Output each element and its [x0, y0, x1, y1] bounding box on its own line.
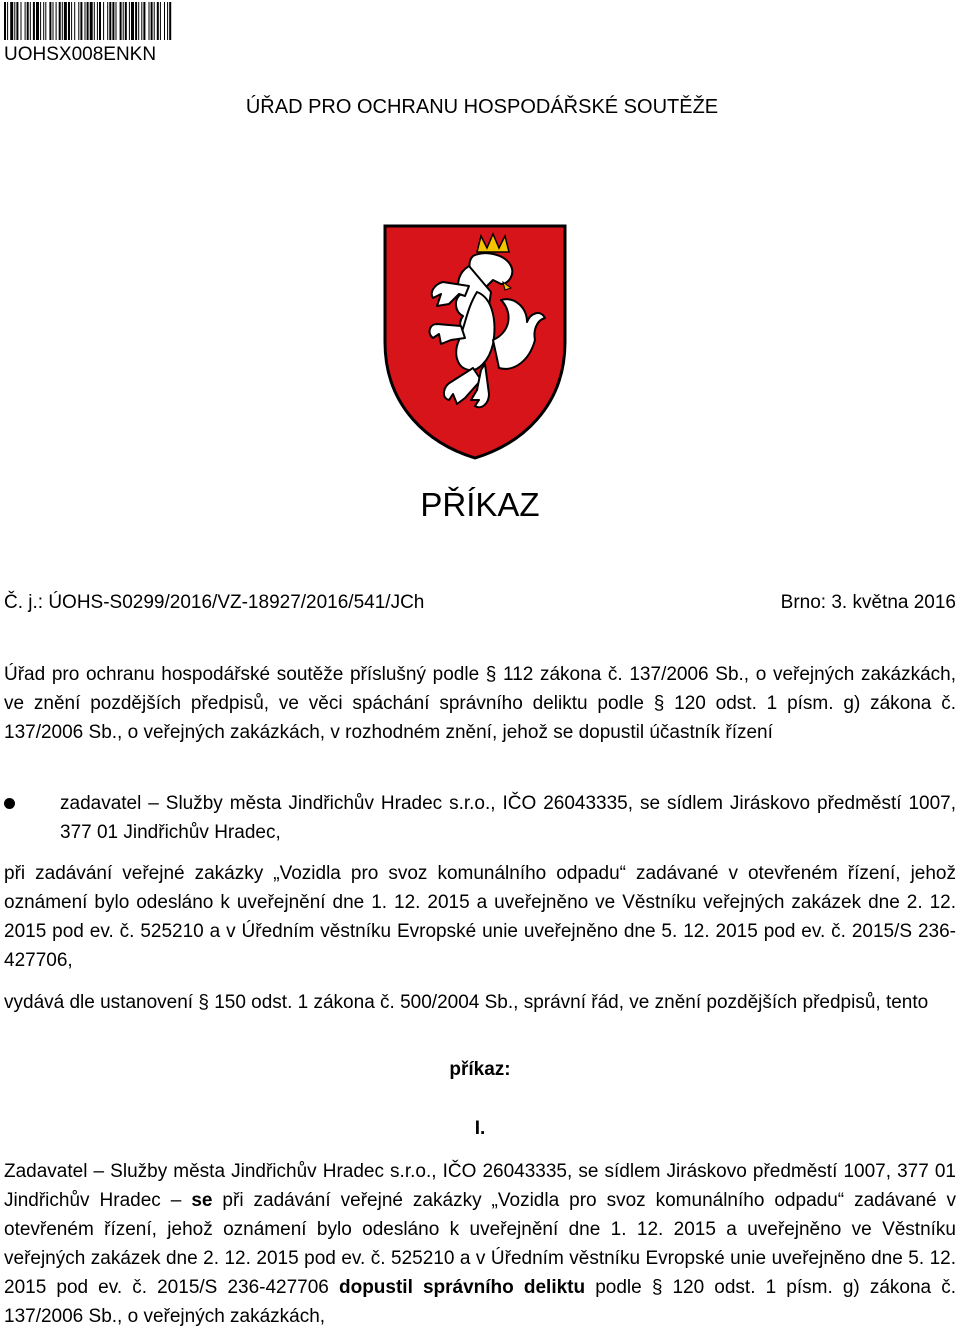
intro-paragraph: Úřad pro ochranu hospodářské soutěže příslušný podle § 112 zákona č. 137/2006 Sb., o veřejných zakázkách, ve znění pozdějších předpisů, ve věci spáchání správního deliktu podle § 120 odst. 1 písm. g) zákona č. 137/2006 Sb., o veřejných zakázkách, v rozhodném znění, jehož se dopustil účastník řízení: [4, 664, 956, 743]
case-reference: Č. j.: ÚOHS-S0299/2016/VZ-18927/2016/541/JCh: [4, 592, 425, 613]
section-number: I.: [474, 1118, 486, 1139]
order-heading: příkaz:: [449, 1059, 511, 1080]
bullet-item: [4, 789, 956, 847]
section-one-text-a: Zadavatel – Služby města Jindřichův Hradec s.r.o., IČO 26043335, se sídlem Jiráskovo předměstí 1007, 377 01 Jindřichův Hradec –: [4, 1161, 956, 1211]
section-one-bold-offence: dopustil správního deliktu: [338, 1277, 586, 1298]
issues-paragraph: vydává dle ustanovení § 150 odst. 1 zákona č. 500/2004 Sb., správní řád, ve znění pozdějších předpisů, tento: [4, 992, 929, 1013]
bullet-dot-icon: [4, 798, 15, 809]
agency-name: ÚŘAD PRO OCHRANU HOSPODÁŘSKÉ SOUTĚŽE: [245, 96, 719, 118]
section-one-text-b: při zadávání veřejné zakázky „Vozidla pro svoz komunálního odpadu“ zadávané v otevřeném řízení, jehož oznámení bylo odesláno k uveřejnění dne 1. 12. 2015 a uveřejněno ve Věstníku veřejných zakázek dne 2. 12. 2015 pod ev. č. 525210 a v Úředním věstníku Evropské unie uveřejněno dne 5. 12. 2015 pod ev. č. 2015/S 236-427706: [4, 1190, 956, 1298]
place-date: Brno: 3. května 2016: [780, 592, 956, 613]
barcode: [4, 2, 320, 40]
reference-line: [4, 592, 956, 614]
section-one-paragraph: [4, 1157, 956, 1331]
document-id: UOHSX008ENKN: [4, 44, 157, 65]
document-title: PŘÍKAZ: [420, 486, 540, 523]
section-one-text-c: podle § 120 odst. 1 písm. g) zákona č. 137/2006 Sb., o veřejných zakázkách,: [4, 1277, 956, 1327]
tender-paragraph: při zadávání veřejné zakázky „Vozidla pro svoz komunálního odpadu“ zadávané v otevřeném řízení, jehož oznámení bylo odesláno k uveřejnění dne 1. 12. 2015 a uveřejněno ve Věstníku veřejných zakázek dne 2. 12. 2015 pod ev. č. 525210 a v Úředním věstníku Evropské unie uveřejněno dne 5. 12. 2015 pod ev. č. 2015/S 236-427706,: [4, 863, 956, 971]
bullet-text: zadavatel – Služby města Jindřichův Hradec s.r.o., IČO 26043335, se sídlem Jiráskovo předměstí 1007, 377 01 Jindřichův Hradec,: [60, 793, 956, 843]
section-one-bold-se: se: [191, 1190, 213, 1211]
coat-of-arms-emblem: [381, 222, 569, 462]
